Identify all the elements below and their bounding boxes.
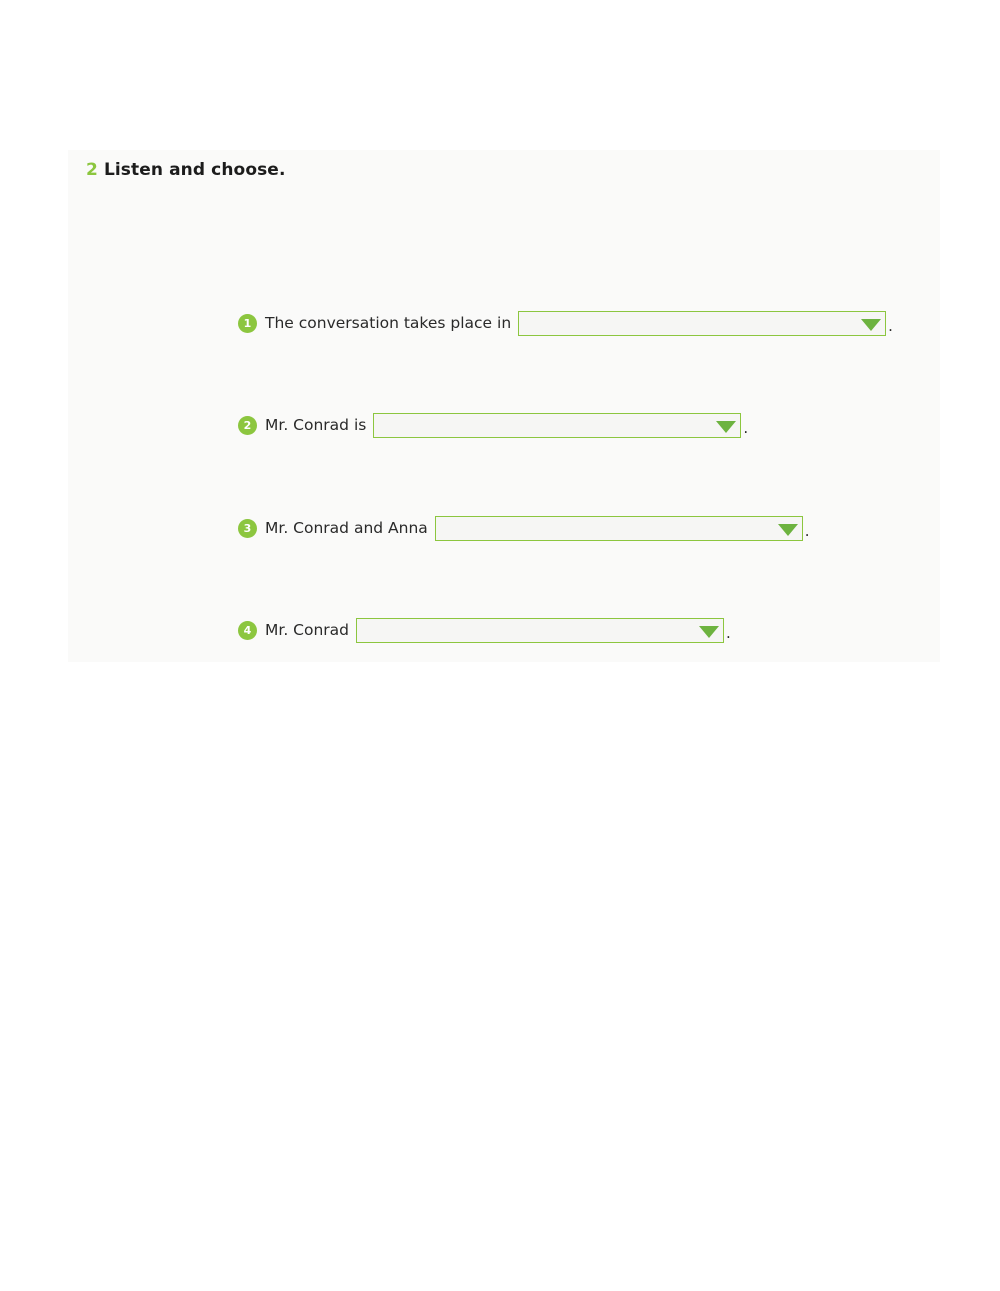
exercise-instruction: Listen and choose.	[103, 160, 286, 180]
question-row-3	[238, 514, 810, 542]
question-number-2-icon: 2	[238, 416, 257, 435]
question-number-1-icon: 1	[238, 314, 257, 333]
question-row-1	[238, 309, 893, 337]
question-suffix-3: .	[804, 522, 810, 540]
answer-dropdown-1[interactable]	[518, 311, 886, 336]
triangle-down-icon[interactable]	[699, 626, 719, 638]
question-row-2	[238, 411, 748, 439]
question-suffix-1: .	[888, 317, 893, 335]
question-number-3-icon: 3	[238, 519, 257, 538]
answer-dropdown-2[interactable]	[373, 413, 741, 438]
question-row-4	[238, 616, 731, 644]
answer-dropdown-3[interactable]	[435, 516, 803, 541]
exercise-number: 2	[86, 160, 98, 180]
answer-dropdown-4[interactable]	[356, 618, 724, 643]
exercise-heading	[86, 160, 286, 180]
question-prompt-3: Mr. Conrad and Anna	[265, 519, 428, 537]
question-prompt-4: Mr. Conrad	[265, 621, 350, 639]
question-prompt-2: Mr. Conrad is	[265, 416, 367, 434]
question-suffix-4: .	[726, 624, 731, 642]
worksheet-panel	[68, 150, 940, 662]
question-number-4-icon: 4	[238, 621, 257, 640]
triangle-down-icon[interactable]	[778, 524, 798, 536]
question-prompt-1: The conversation takes place in	[265, 314, 512, 332]
triangle-down-icon[interactable]	[861, 319, 881, 331]
question-suffix-2: .	[743, 419, 749, 437]
triangle-down-icon[interactable]	[716, 421, 736, 433]
